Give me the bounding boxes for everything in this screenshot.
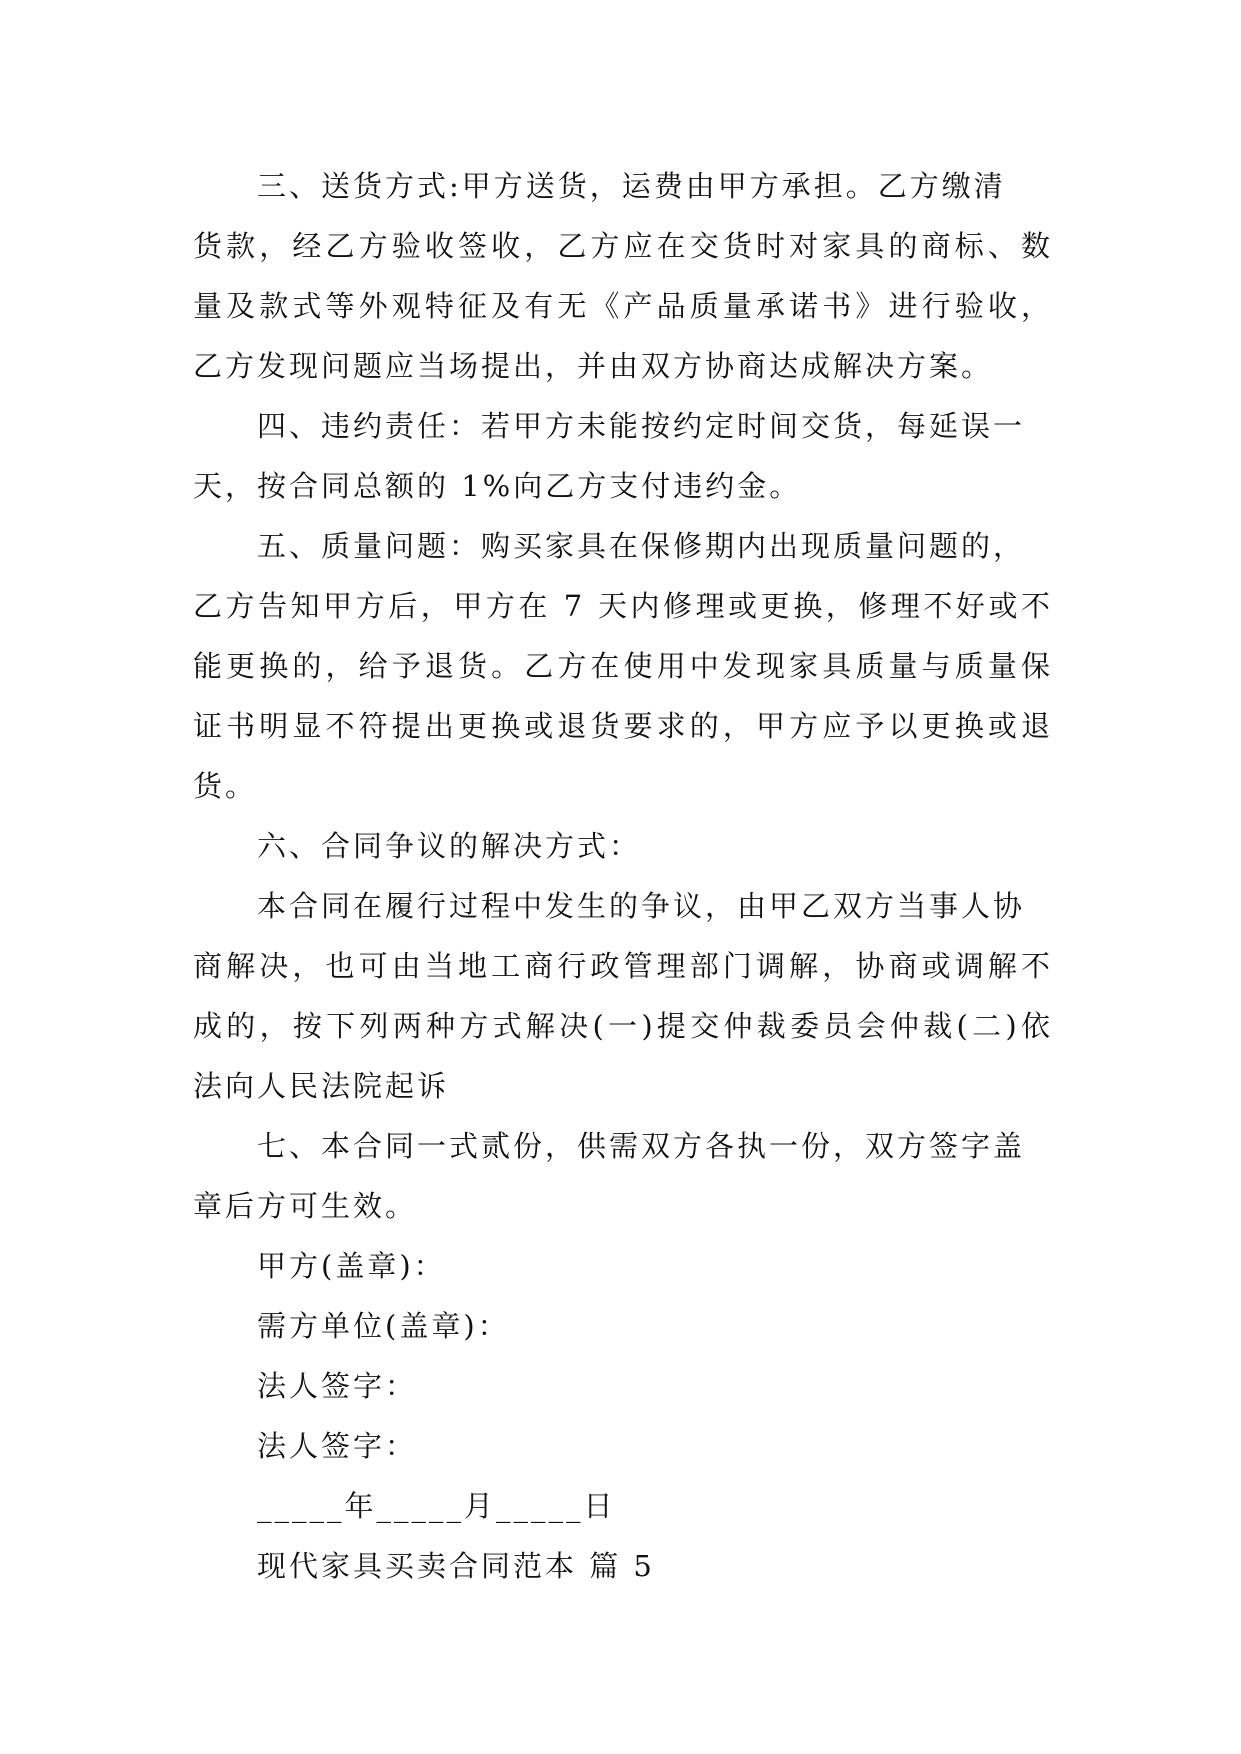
clause-6-line-2: 商解决，也可由当地工商行政管理部门调解，协商或调解不 (193, 949, 1053, 983)
party-a-seal-label: 甲方(盖章)： (257, 1249, 446, 1283)
buyer-seal-label: 需方单位(盖章)： (257, 1309, 510, 1343)
clause-6-line-3: 成的，按下列两种方式解决(一)提交仲裁委员会仲裁(二)依 (193, 1009, 1053, 1043)
clause-7-line-2: 章后方可生效。 (193, 1189, 418, 1223)
date-line: _____年_____月_____日 (257, 1489, 616, 1523)
clause-3-line-1: 三、送货方式:甲方送货，运费由甲方承担。乙方缴清 (257, 169, 1006, 203)
document-body (193, 156, 1053, 1596)
clause-6-line-1: 本合同在履行过程中发生的争议，由甲乙双方当事人协 (257, 889, 1026, 923)
next-section-title: 现代家具买卖合同范本 篇 5 (257, 1549, 655, 1583)
legal-rep-signature-label-1: 法人签字： (257, 1369, 418, 1403)
clause-6-line-4: 法向人民法院起诉 (193, 1069, 450, 1103)
clause-5-line-1: 五、质量问题：购买家具在保修期内出现质量问题的， (257, 529, 1026, 563)
legal-rep-signature-label-2: 法人签字： (257, 1429, 418, 1463)
clause-7-line-1: 七、本合同一式贰份，供需双方各执一份，双方签字盖 (257, 1129, 1026, 1163)
clause-3-line-2: 货款，经乙方验收签收，乙方应在交货时对家具的商标、数 (193, 229, 1053, 263)
clause-5-line-3: 能更换的，给予退货。乙方在使用中发现家具质量与质量保 (193, 649, 1053, 683)
clause-5-line-2: 乙方告知甲方后，甲方在 7 天内修理或更换，修理不好或不 (193, 589, 1053, 623)
clause-6-heading: 六、合同争议的解决方式： (257, 829, 642, 863)
clause-4-line-1: 四、违约责任：若甲方未能按约定时间交货，每延误一 (257, 409, 1026, 443)
clause-3-line-4: 乙方发现问题应当场提出，并由双方协商达成解决方案。 (193, 349, 994, 383)
clause-5-line-5: 货。 (193, 769, 258, 803)
clause-3-line-3: 量及款式等外观特征及有无《产品质量承诺书》进行验收， (193, 289, 1053, 323)
clause-5-line-4: 证书明显不符提出更换或退货要求的，甲方应予以更换或退 (193, 709, 1053, 743)
clause-4-line-2: 天，按合同总额的 1%向乙方支付违约金。 (193, 469, 802, 503)
